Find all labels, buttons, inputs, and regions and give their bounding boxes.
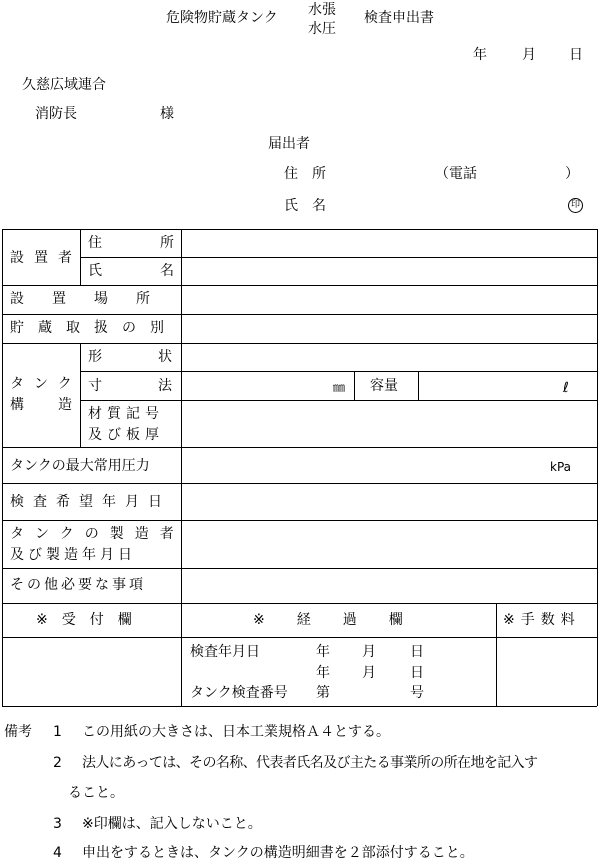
number-prefix: 第 [316,685,330,701]
installer-label: 設 置 者 [10,250,72,266]
note-2a: 法人にあっては、その名称、代表者氏名及び主たる事業所の所在地を記入す [82,755,538,771]
tank-number-label: タンク検査番号 [190,685,288,701]
date-month-label: 月 [522,47,536,63]
honorific: 様 [160,106,174,122]
capacity-label: 容量 [370,378,398,394]
name-label: 氏 名 [284,198,326,214]
material-label-2: 及び板厚 [88,427,164,443]
date-year-label: 年 [473,47,487,63]
address-label: 住 所 [284,166,326,182]
inspection-day-2: 日 [410,665,424,681]
material-label-1: 材質記号 [88,406,164,422]
note-2-number: 2 [53,755,62,771]
tank-structure-label-1: タンク [10,376,82,392]
note-4-number: 4 [53,845,62,861]
installer-name-label: 氏 名 [88,263,174,279]
desired-date-label: 検査希望年月日 [10,494,171,510]
note-1: この用紙の大きさは、日本工業規格Ａ４とする。 [82,724,390,740]
max-pressure-label: タンクの最大常用圧力 [10,458,150,474]
phone-label: （電話 [435,166,477,182]
note-3-number: 3 [53,816,62,832]
manufacturer-label-1: タンクの製造者 [10,526,185,542]
addressee-title: 消防長 [35,106,77,122]
title-suffix: 検査申出書 [364,10,434,26]
storage-handling-label: 貯蔵取扱の別 [10,320,178,336]
title-prefix: 危険物貯蔵タンク [166,10,278,26]
inspection-day-1: 日 [410,644,424,660]
unit-mm: ㎜ [333,380,346,394]
phone-label-close: ） [565,166,579,182]
dimensions-label: 寸法 [88,378,228,394]
note-2b: ること。 [68,785,124,801]
notes-label: 備考 [4,724,32,740]
installer-address-label: 住 所 [88,235,174,251]
inspection-month-2: 月 [362,665,376,681]
note-4: 申出をするときは、タンクの構造明細書を２部添付すること。 [82,845,474,861]
other-label: その他必要な事項 [10,577,146,593]
unit-liter: ℓ [563,380,569,396]
note-3: ※印欄は、記入しないこと。 [82,816,262,832]
manufacturer-label-2: 及び製造年月日 [10,547,136,563]
title-option-water-fill: 水張 [308,2,336,18]
seal-icon: 印 [568,198,583,213]
date-day-label: 日 [569,47,583,63]
progress-header: ※経過欄 [253,612,435,628]
reception-header: ※受付欄 [36,612,146,628]
fee-header: ※手数料 [503,612,581,628]
inspection-year-2: 年 [316,665,330,681]
tank-structure-label-2: 構造 [10,397,106,413]
note-1-number: 1 [53,724,62,740]
inspection-date-label: 検査年月日 [190,644,260,660]
inspection-year-1: 年 [316,644,330,660]
unit-kpa: kPa [550,460,571,474]
install-location-label: 設置場所 [10,291,178,307]
addressee-org: 久慈広域連合 [22,77,106,93]
number-suffix: 号 [410,685,424,701]
title-option-water-pressure: 水圧 [308,21,336,37]
inspection-month-1: 月 [362,644,376,660]
applicant-label: 届出者 [268,136,310,152]
shape-label: 形状 [88,349,228,365]
